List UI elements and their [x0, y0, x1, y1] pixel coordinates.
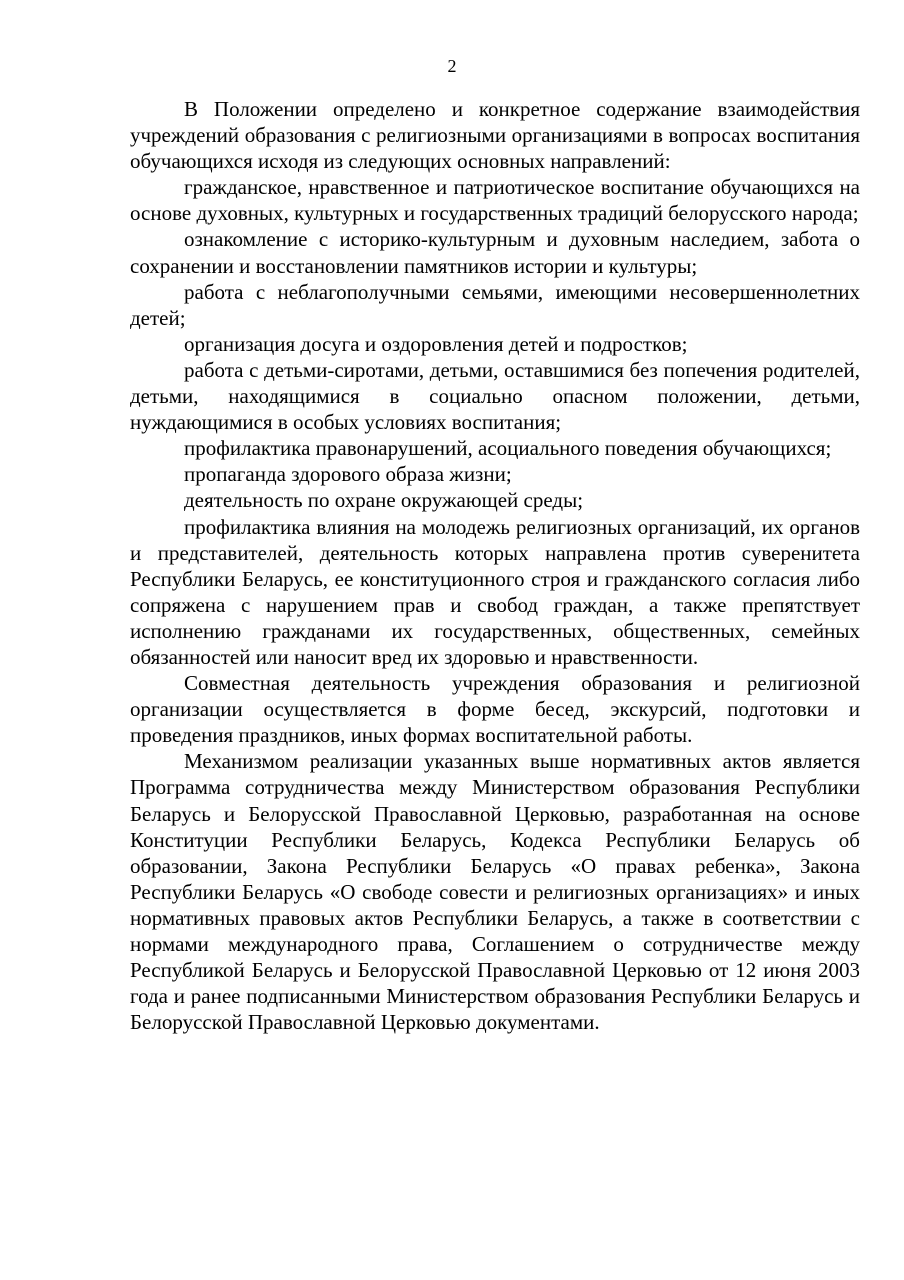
document-body — [130, 96, 860, 1035]
paragraph-mechanism: Механизмом реализации указанных выше нормативных актов является Программа сотрудничества между Министерством образования Республики Беларусь и Белорусской Православной Церковью, разработанная на основе Конституции Республики Беларусь, Кодекса Республики Беларусь об образовании, Закона Республики Беларусь «О правах ребенка», Закона Республики Беларусь «О свободе совести и религиозных организациях» и иных нормативных правовых актов Республики Беларусь, а также в соответствии с нормами международного права, Соглашением о сотрудничестве между Республикой Беларусь и Белорусской Православной Церковью от 12 июня 2003 года и ранее подписанными Министерством образования Республики Беларусь и Белорусской Православной Церковью документами. — [130, 749, 860, 1035]
paragraph-intro: В Положении определено и конкретное содержание взаимодействия учреждений образования с религиозными организациями в вопросах воспитания обучающихся исходя из следующих основных направлений: — [130, 97, 860, 174]
list-item-families: работа с неблагополучными семьями, имеющими несовершеннолетних детей; — [130, 279, 860, 330]
list-item-leisure: организация досуга и оздоровления детей и подростков; — [184, 331, 688, 356]
list-item-healthy-lifestyle: пропаганда здорового образа жизни; — [184, 462, 512, 487]
list-item-heritage: ознакомление с историко-культурным и духовным наследием, забота о сохранении и восстановлении памятников истории и культуры; — [130, 227, 860, 278]
list-item-environment: деятельность по охране окружающей среды; — [184, 488, 584, 513]
list-item-influence-prevention: профилактика влияния на молодежь религиозных организаций, их органов и представителей, деятельность которых направлена против суверенитета Республики Беларусь, ее конституционного строя и гражданского согласия либо сопряжена с нарушением прав и свобод граждан, а также препятствует исполнению гражданами их государственных, общественных, семейных обязанностей или наносит вред их здоровью и нравственности. — [130, 514, 860, 669]
list-item-orphans: работа с детьми-сиротами, детьми, оставшимися без попечения родителей, детьми, находящимися в социально опасном положении, детьми, нуждающимися в особых условиях воспитания; — [130, 357, 860, 435]
paragraph-joint-activity: Совместная деятельность учреждения образования и религиозной организации осуществляется в форме бесед, экскурсий, подготовки и проведения праздников, иных формах воспитательной работы. — [130, 671, 860, 748]
list-item-prevention: профилактика правонарушений, асоциального поведения обучающихся; — [184, 436, 832, 461]
list-item-civic-education: гражданское, нравственное и патриотическое воспитание обучающихся на основе духовных, культурных и государственных традиций белорусского народа; — [130, 175, 860, 226]
page-number: 2 — [447, 56, 457, 76]
